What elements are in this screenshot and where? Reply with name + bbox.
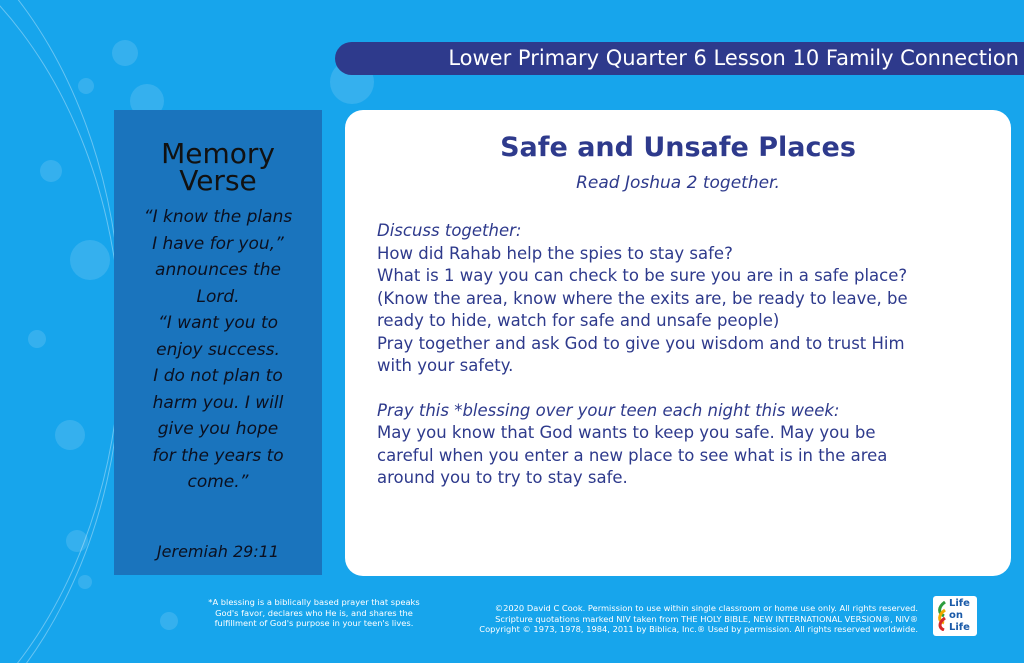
verse-line: Lord. <box>196 286 240 307</box>
logo-line: Life <box>949 622 970 633</box>
discuss-line: How did Rahab help the spies to stay safe? <box>377 243 733 263</box>
discuss-line: What is 1 way you can check to be sure you are in a safe place? <box>377 266 908 285</box>
verse-line: harm you. I will <box>152 392 284 413</box>
memory-verse-text <box>123 204 313 496</box>
discuss-line: with your safety. <box>377 356 514 375</box>
verse-line: announces the <box>155 260 281 280</box>
verse-line: “I know the plans <box>143 207 293 227</box>
discuss-line: Pray together and ask God to give you wisdom and to trust Him <box>377 333 905 353</box>
copyright-notice <box>440 603 918 635</box>
decor-bubble <box>112 40 138 66</box>
verse-line: enjoy success. <box>156 339 280 360</box>
footnote-line: God's favor, declares who He is, and shares the <box>215 607 413 618</box>
memory-verse-title <box>114 137 322 197</box>
copyright-line: Scripture quotations marked NIV taken from THE HOLY BIBLE, NEW INTERNATIONAL VERSION®, NIV® <box>495 613 918 624</box>
discuss-line: ready to hide, watch for safe and unsafe people) <box>377 311 780 330</box>
verse-line: I have for you,” <box>152 233 284 254</box>
footnote-line: *A blessing is a biblically based prayer that speaks <box>208 597 420 607</box>
lesson-title: Safe and Unsafe Places <box>500 132 856 163</box>
verse-line: “I want you to <box>157 313 279 333</box>
logo-line: on <box>949 610 963 621</box>
footnote-line: fulfillment of God's purpose in your teen's lives. <box>214 618 414 628</box>
header-title: Lower Primary Quarter 6 Lesson 10 Family Connection <box>448 46 1019 70</box>
pray-line: May you know that God wants to keep you safe. May you be <box>377 423 876 442</box>
memory-title-line: Verse <box>179 164 257 197</box>
memory-title-line: Memory <box>161 137 275 170</box>
lesson-card <box>345 110 1011 576</box>
decor-arc <box>0 0 122 663</box>
verse-line: for the years to <box>152 445 284 466</box>
pray-heading: Pray this *blessing over your teen each night this week: <box>377 400 840 420</box>
decor-bubble <box>78 575 92 589</box>
verse-line: give you hope <box>157 419 279 439</box>
verse-line: I do not plan to <box>153 366 283 386</box>
decor-bubble <box>78 78 94 94</box>
discuss-heading: Discuss together: <box>377 221 522 240</box>
logo-line: Life <box>949 598 970 609</box>
copyright-line: ©2020 David C Cook. Permission to use within single classroom or home use only. All rights reserved. <box>494 603 918 613</box>
copyright-line: Copyright © 1973, 1978, 1984, 2011 by Biblica, Inc.® Used by permission. All rights reserved worldwide. <box>479 624 918 634</box>
logo-wordmark <box>949 598 970 634</box>
lesson-body <box>377 220 997 490</box>
verse-reference: Jeremiah 29:11 <box>156 541 280 561</box>
blessing-footnote <box>196 597 432 629</box>
memory-verse-panel <box>114 110 322 575</box>
lesson-subtitle: Read Joshua 2 together. <box>576 173 780 193</box>
pray-line: careful when you enter a new place to see what is in the area <box>377 445 888 465</box>
discuss-line: (Know the area, know where the exits are, be ready to leave, be <box>377 288 908 308</box>
life-on-life-logo <box>933 596 977 636</box>
decor-bubble <box>160 612 178 630</box>
verse-line: come.” <box>187 472 249 492</box>
flame-icon <box>936 601 948 631</box>
pray-line: around you to try to stay safe. <box>377 468 628 487</box>
